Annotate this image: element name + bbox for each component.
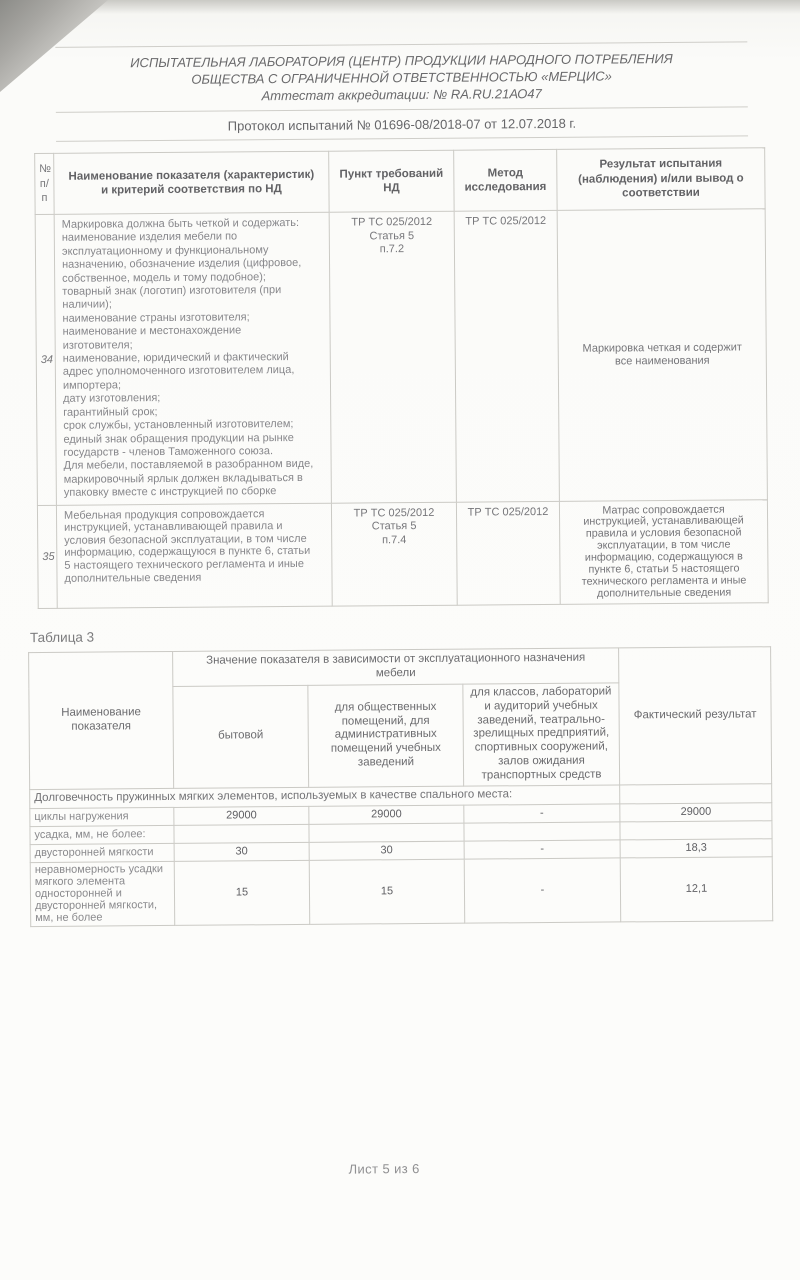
requirement-clause-cell: ТР ТС 025/2012 Статья 5 п.7.4 (331, 502, 457, 606)
table-row (37, 499, 768, 608)
household-value-cell: 30 (174, 842, 309, 861)
actual-value-cell: 18,3 (620, 838, 772, 857)
classrooms-value-cell (464, 822, 620, 841)
test-results-table-header (35, 148, 765, 215)
col-header-method: Метод исследования (454, 149, 557, 211)
household-value-cell: 15 (174, 860, 309, 925)
col-header-requirement-clause: Пункт требований НД (329, 150, 454, 212)
indicator-label-cell: двусторонней мягкости (30, 843, 174, 862)
document-header (55, 41, 748, 141)
durability-table-header (29, 647, 772, 789)
section-title-cell: Долговечность пружинных мягких элементов, используемых в качестве спального места: (30, 785, 620, 809)
public-value-cell: 15 (309, 859, 464, 924)
table3-caption: Таблица 3 (29, 629, 95, 646)
public-value-cell (309, 823, 464, 842)
public-value-cell: 29000 (309, 805, 464, 824)
header-row (35, 148, 765, 215)
indicator-name-cell: Мебельная продукция сопровождается инструкцией, устанавливающей правила и условия безопасной эксплуатации, в том числе информацию, содержащуюся в пункте 6, статьи 5 настоящего технического регламента и иные дополнительные сведения (56, 503, 332, 608)
method-cell: ТР ТС 025/2012 (456, 501, 560, 605)
indicator-name-cell: Маркировка должна быть четкой и содержать: наименование изделия мебели по эксплуатационному и функциональному назначению, обозначение изделия (цифровое, собственное, модель и тому подобное); товарный знак (логотип) изготовителя (при наличии); наименование страны изготовителя; наименование и местонахождение изготовителя; наименование, юридический и фактический адрес уполномоченного изготовителем лица, импортера; дату изготовления; гарантийный срок; срок службы, установленный изготовителем; единый знак обращения продукции на рынке государств - членов Таможенного союза. Для мебели, поставляемой в разобранном виде, маркировочный ярлык должен вкладываться в упаковку вместе с инструкцией по сборке (54, 212, 331, 505)
col-header-result: Результат испытания (наблюдения) и/или вывод о соответствии (557, 148, 765, 211)
empty-cell (620, 783, 772, 803)
classrooms-value-cell: - (464, 840, 620, 859)
indicator-label-cell: циклы нагружения (30, 807, 174, 826)
row-number: 34 (35, 214, 56, 505)
durability-table (28, 646, 773, 926)
page-number-label: Лист 5 из 6 (348, 1161, 420, 1177)
actual-value-cell (620, 820, 772, 839)
protocol-number-line: Протокол испытаний № 01696-08/2018-07 от 12.07.2018 г. (56, 107, 748, 141)
col-header-num: № п/п (35, 153, 54, 214)
classrooms-value-cell: - (464, 858, 621, 923)
col-header-actual-result: Фактический результат (619, 647, 772, 785)
col-header-household: бытовой (173, 685, 309, 788)
group-header-row (29, 647, 771, 688)
col-header-indicator: Наименование показателя (29, 651, 174, 789)
col-header-indicator-name: Наименование показателя (характеристик) и критерий соответствия по НД (54, 151, 329, 214)
test-results-table (34, 147, 769, 609)
result-cell: Матрас сопровождается инструкцией, устанавливающей правила и условия безопасной эксплуатации, в том числе информацию, содержащуюся в пункте 6, статьи 5 настоящего технического регламента и иные дополнительные сведения (559, 499, 768, 604)
durability-table-body (30, 783, 773, 926)
household-value-cell: 29000 (174, 806, 309, 825)
laboratory-title: ИСПЫТАТЕЛЬНАЯ ЛАБОРАТОРИЯ (ЦЕНТР) ПРОДУКЦИИ НАРОДНОГО ПОТРЕБЛЕНИЯ ОБЩЕСТВА С ОГРАНИЧЕННОЙ ОТВЕТСТВЕННОСТЬЮ «МЕРЦИС» Аттестат аккредитации: № RA.RU.21АО47 (55, 42, 747, 112)
actual-value-cell: 12,1 (620, 856, 772, 921)
classrooms-value-cell: - (464, 804, 620, 823)
method-cell: ТР ТС 025/2012 (454, 210, 559, 501)
actual-value-cell: 29000 (620, 802, 772, 821)
test-results-table-body (35, 209, 768, 609)
table-row (35, 209, 767, 505)
row-number: 35 (37, 505, 57, 608)
requirement-clause-cell: ТР ТС 025/2012 Статья 5 п.7.2 (329, 211, 456, 503)
col-group-header: Значение показателя в зависимости от эксплуатационного назначения мебели (173, 648, 619, 687)
table-row (30, 856, 772, 926)
indicator-label-cell: усадка, мм, не более: (30, 825, 174, 844)
indicator-label-cell: неравномерность усадки мягкого элемента односторонней и двусторонней мягкости, мм, не более (30, 861, 174, 926)
public-value-cell: 30 (309, 841, 464, 860)
col-header-classrooms: для классов, лабораторий и аудиторий учебных заведений, театрально- зрелищных предприятий, спортивных сооружений, залов ожидания транспортных средств (463, 683, 620, 786)
col-header-public-premises: для общественных помещений, для административных помещений учебных заведений (308, 684, 464, 787)
result-cell: Маркировка четкая и содержит все наименования (557, 209, 767, 501)
household-value-cell (174, 824, 309, 843)
